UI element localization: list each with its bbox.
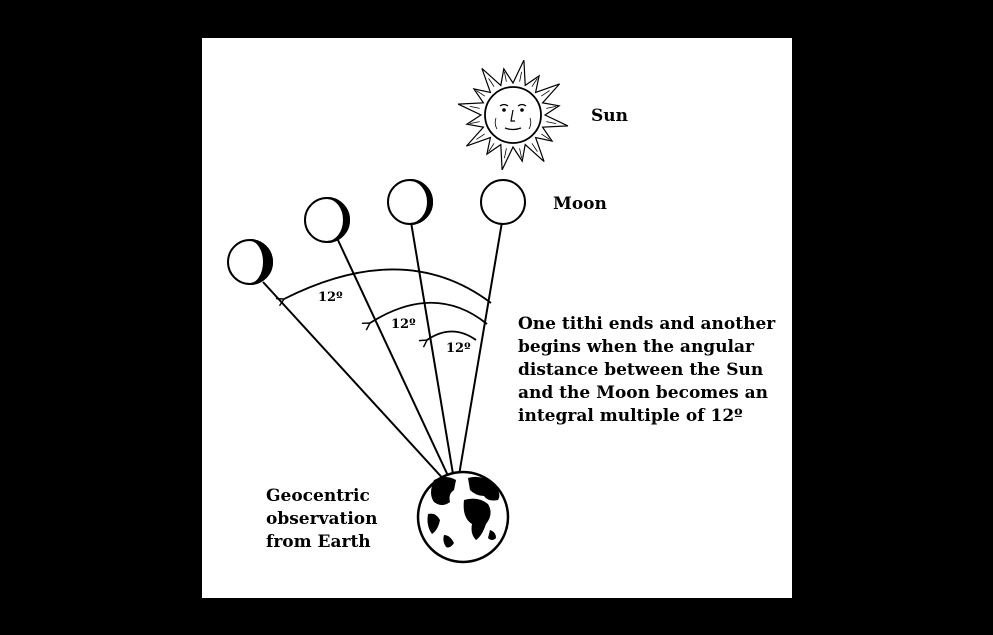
angle-label-medium: 12º [391, 317, 416, 332]
tithi-note-line-4: and the Moon becomes an [518, 383, 768, 403]
angle-arcs [284, 269, 491, 340]
angle-arc-small [427, 332, 476, 341]
angle-label-small: 12º [446, 341, 471, 356]
angle-arc-medium [370, 303, 487, 324]
tithi-note-line-1: One tithi ends and another [518, 314, 776, 334]
angle-label-large: 12º [318, 290, 343, 305]
moon-4 [481, 180, 525, 224]
moon-label: Moon [553, 194, 607, 214]
moon-1 [228, 240, 272, 284]
moon-phase-icon [228, 180, 525, 284]
earth-globe-icon [418, 472, 508, 562]
observer-label-line-2: observation [266, 509, 378, 529]
moon-2 [305, 198, 349, 242]
observer-label-line-3: from Earth [266, 532, 371, 552]
sight-line-1 [263, 282, 447, 483]
tithi-note-line-3: distance between the Sun [518, 360, 764, 380]
tithi-note-line-5: integral multiple of 12º [518, 406, 743, 426]
sun-face-icon [458, 60, 568, 170]
tithi-note-line-2: begins when the angular [518, 337, 754, 357]
moon-3 [388, 180, 432, 224]
sun-label: Sun [591, 106, 628, 126]
observer-label-line-1: Geocentric [266, 486, 370, 506]
angle-arc-large [284, 269, 491, 303]
